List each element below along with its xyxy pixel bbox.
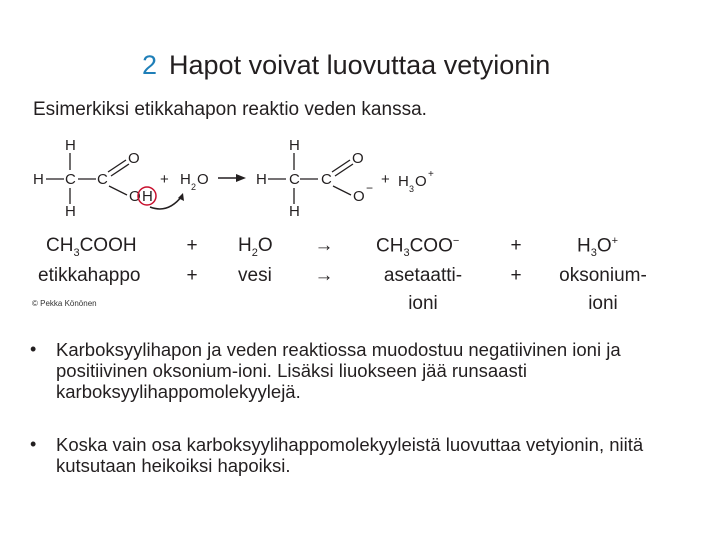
acetate-structure: [268, 153, 353, 204]
bullet-item: [30, 434, 710, 478]
formula-water: $H_2O$: [238, 235, 273, 259]
reaction-arrow: →: [314, 265, 334, 286]
svg-text:H: H: [289, 203, 300, 220]
svg-text:H: H: [33, 171, 44, 188]
slide-title-text: Hapot voivat luovuttaa vetyionin: [169, 50, 551, 80]
plus-sign: +: [186, 265, 198, 286]
svg-text:O: O: [197, 171, 209, 188]
name-oxonium-line1: oksonium-: [559, 265, 647, 286]
plus-sign: +: [510, 235, 522, 256]
name-water: vesi: [238, 265, 272, 286]
reaction-arrow: →: [314, 235, 334, 256]
svg-text:C: C: [65, 171, 76, 188]
bullet-text: Karboksyylihapon ja veden reaktiossa muodostuu negatiivinen ioni ja positiivinen oksonium-ioni. Lisäksi liuokseen jää runsaasti karboksyylihappomolekyylejä.: [56, 339, 621, 402]
svg-text:O: O: [415, 173, 427, 190]
svg-text:H: H: [65, 203, 76, 220]
svg-text:−: −: [366, 181, 374, 195]
bullet-text: Koska vain osa karboksyylihappomolekyyleistä luovuttaa vetyionin, niitä kutsutaan heikoiksi hapoiksi.: [56, 434, 644, 476]
svg-text:H: H: [289, 137, 300, 154]
formula-acid: $CH_3COOH$: [46, 235, 137, 259]
bullet-dot: •: [30, 339, 37, 359]
plus-sign: +: [186, 235, 198, 256]
transferred-hydrogen: H: [142, 188, 153, 205]
svg-text:H: H: [180, 171, 191, 188]
image-credit: © Pekka Könönen: [32, 299, 97, 308]
name-anion-line1: asetaatti-: [383, 265, 463, 286]
svg-text:H: H: [398, 173, 409, 190]
plus-sign: +: [510, 265, 522, 286]
bullet-item: [30, 339, 710, 405]
formula-oxonium: $H_3O^+$: [577, 235, 619, 260]
svg-text:2: 2: [191, 182, 197, 192]
acetic-acid-structure: [46, 153, 129, 204]
name-anion-line2: ioni: [408, 293, 438, 314]
formula-anion: $CH_3COO^-$: [376, 235, 460, 260]
svg-text:+: +: [428, 169, 434, 180]
structural-reaction-scheme: [0, 128, 720, 228]
slide-subtitle: Esimerkiksi etikkahapon reaktio veden kanssa.: [33, 99, 427, 120]
slide-title: [142, 50, 550, 81]
svg-text:O: O: [129, 188, 141, 205]
bullet-dot: •: [30, 434, 37, 454]
svg-text:H: H: [256, 171, 267, 188]
svg-text:C: C: [289, 171, 300, 188]
slide-number: 2: [142, 50, 158, 80]
svg-text:H: H: [65, 137, 76, 154]
svg-text:+: +: [160, 171, 169, 188]
name-acid: etikkahappo: [38, 265, 141, 286]
svg-text:C: C: [321, 171, 332, 188]
svg-text:O: O: [352, 150, 364, 167]
svg-text:3: 3: [409, 184, 415, 194]
svg-text:O: O: [353, 188, 365, 205]
svg-text:C: C: [97, 171, 108, 188]
svg-text:O: O: [128, 150, 140, 167]
svg-text:+: +: [381, 171, 390, 188]
name-oxonium-line2: ioni: [588, 293, 618, 314]
